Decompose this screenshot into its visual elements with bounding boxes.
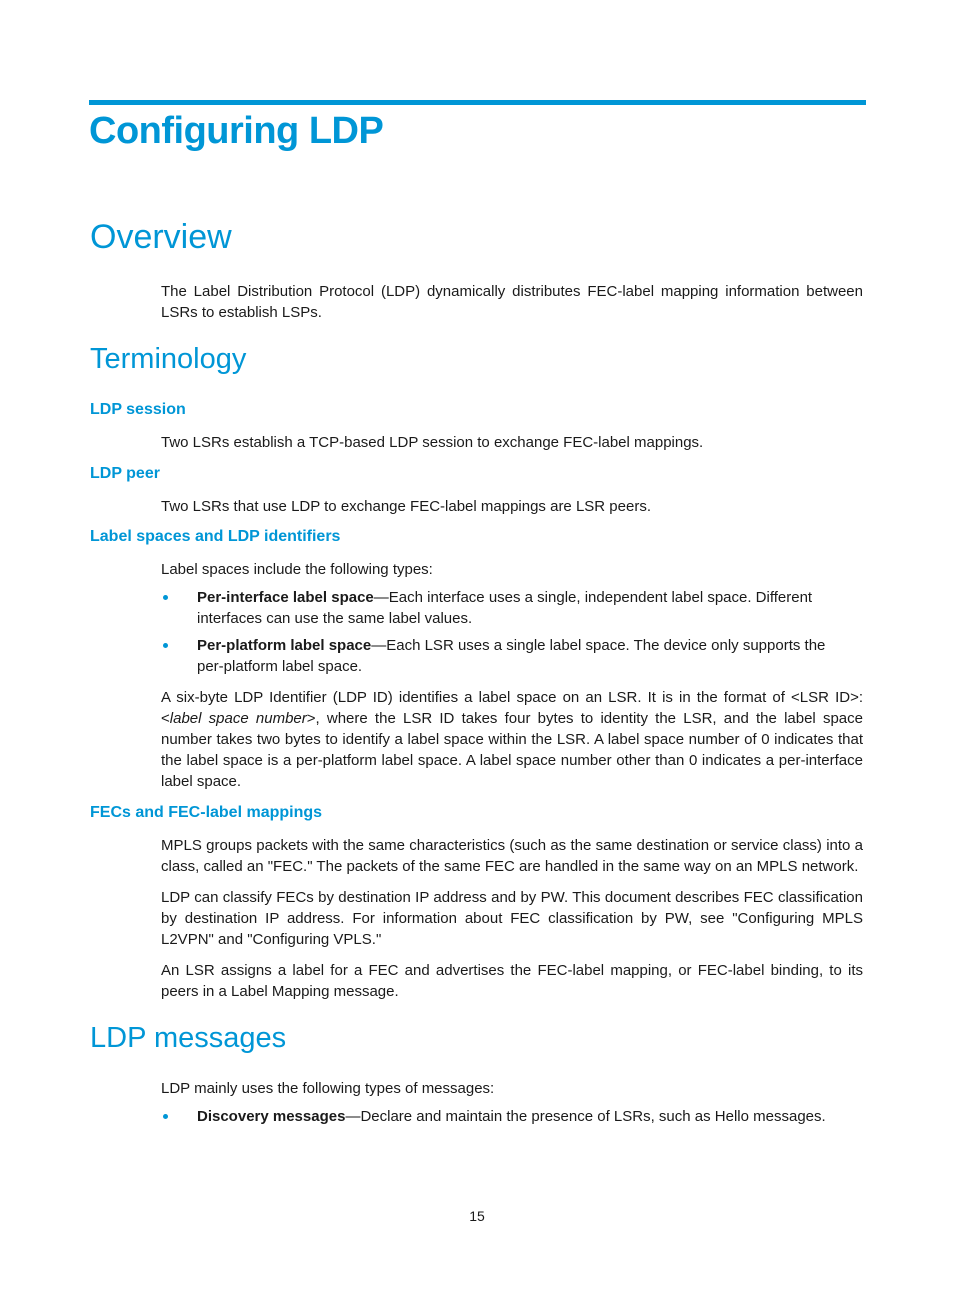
ldp-session-text: Two LSRs establish a TCP-based LDP session to exchange FEC-label mappings. <box>161 434 704 451</box>
list-item <box>161 635 863 677</box>
fecs-paragraph-3: An LSR assigns a label for a FEC and advertises the FEC-label mapping, or FEC-label binding, to its peers in a Label Mapping message. <box>161 962 863 1000</box>
bullet-dot-icon <box>163 1114 168 1119</box>
heading-label-spaces: Label spaces and LDP identifiers <box>90 528 341 545</box>
heading-ldp-peer: LDP peer <box>90 465 160 482</box>
bullet-term: Per-platform label space <box>197 637 372 654</box>
ldp-id-paragraph <box>161 687 863 792</box>
label-spaces-intro: Label spaces include the following types: <box>161 561 433 578</box>
overview-intro: The Label Distribution Protocol (LDP) dynamically distributes FEC-label mapping information between LSRs to establish LSPs. <box>161 283 863 321</box>
chapter-top-rule <box>89 100 866 105</box>
bullet-dot-icon <box>163 643 168 648</box>
bullet-text: —Each interface uses a single, independent label space. Different interfaces can use the same label values. <box>197 589 813 627</box>
bullet-term: Per-interface label space <box>197 589 374 606</box>
ldp-id-italic: label space number <box>169 710 307 727</box>
list-item <box>161 1106 863 1127</box>
heading-terminology: Terminology <box>90 343 247 375</box>
heading-fecs: FECs and FEC-label mappings <box>90 804 323 821</box>
bullet-text: —Declare and maintain the presence of LSRs, such as Hello messages. <box>345 1108 826 1125</box>
fecs-paragraph-2: LDP can classify FECs by destination IP address and by PW. This document describes FEC classification by destination IP address. For information about FEC classification by PW, see "Configuring MPLS L2VPN" and "Configuring VPLS." <box>161 889 863 948</box>
chapter-title: Configuring LDP <box>89 110 384 152</box>
ldp-id-text-start: A six-byte LDP Identifier (LDP ID) identifies a label space on an LSR. It is in the format of <LSR ID>:< <box>161 689 863 727</box>
heading-ldp-session: LDP session <box>90 401 186 418</box>
heading-overview: Overview <box>90 218 232 256</box>
ldp-peer-text: Two LSRs that use LDP to exchange FEC-label mappings are LSR peers. <box>161 498 651 515</box>
page-number: 15 <box>469 1208 485 1224</box>
list-item <box>161 587 863 629</box>
ldp-messages-intro: LDP mainly uses the following types of messages: <box>161 1080 495 1097</box>
bullet-term: Discovery messages <box>197 1108 346 1125</box>
heading-ldp-messages: LDP messages <box>90 1022 287 1054</box>
ldp-id-text-end: >, where the LSR ID takes four bytes to identity the LSR, and the label space number takes two bytes to identify a label space within the LSR. A label space number of 0 indicates that the label space is a per-platform label space. A label space number other than 0 indicates a per-interface label space. <box>161 710 863 790</box>
bullet-dot-icon <box>163 595 168 600</box>
fecs-paragraph-1: MPLS groups packets with the same characteristics (such as the same destination or service class) into a class, called an "FEC." The packets of the same FEC are handled in the same way on an MPLS network. <box>161 837 863 875</box>
bullet-text: —Each LSR uses a single label space. The device only supports the per-platform label space. <box>197 637 826 675</box>
